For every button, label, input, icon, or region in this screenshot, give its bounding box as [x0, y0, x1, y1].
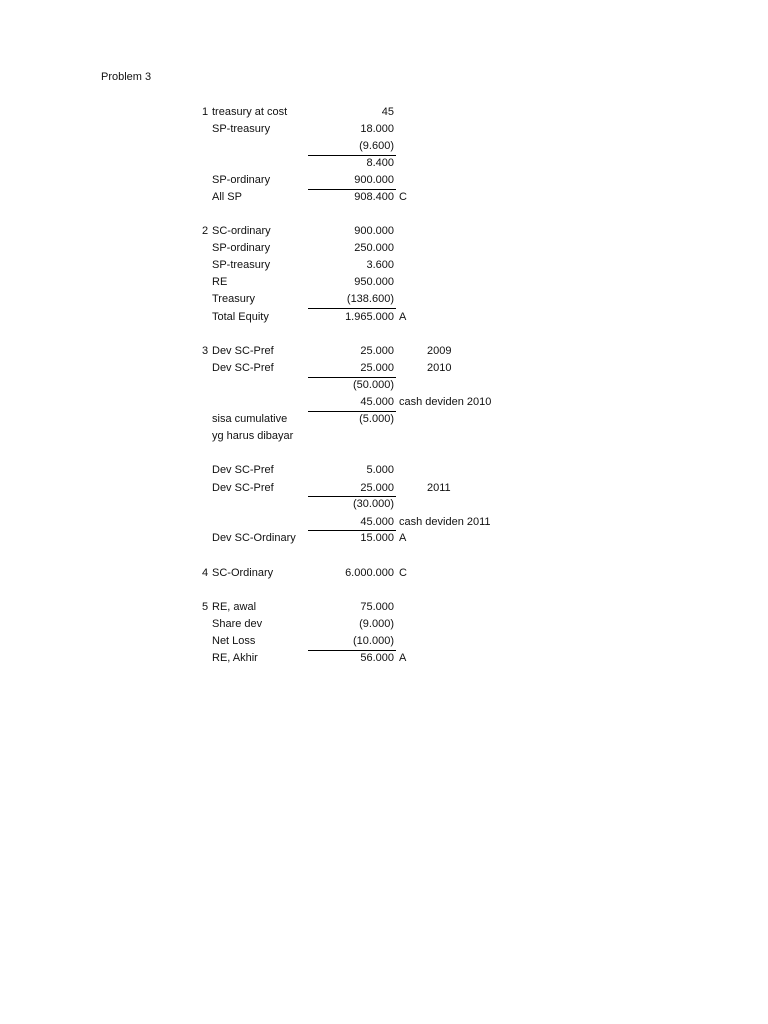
s5-row-2	[0, 616, 768, 633]
row-label: Total Equity	[212, 311, 269, 323]
section-number-4: 4	[202, 567, 209, 579]
answer-letter: C	[399, 567, 407, 579]
s4-row-1	[0, 565, 768, 582]
section-number-5: 5	[202, 601, 209, 613]
row-value: 8.400	[366, 157, 394, 169]
row-label: Dev SC-Pref	[212, 362, 274, 374]
row-value: (50.000)	[353, 379, 394, 391]
answer-letter: A	[399, 532, 407, 544]
row-value: 45.000	[360, 516, 394, 528]
answer-letter: A	[399, 652, 407, 664]
row-value: (10.000)	[353, 635, 394, 647]
s1-row-1	[0, 104, 768, 121]
row-label: Dev SC-Pref	[212, 482, 274, 494]
row-value: 250.000	[354, 242, 394, 254]
s3-row-7	[0, 462, 768, 479]
row-label: Share dev	[212, 618, 263, 630]
s2-row-4	[0, 274, 768, 291]
row-value: 15.000	[360, 532, 394, 544]
row-value: 900.000	[354, 174, 394, 186]
row-label: All SP	[212, 191, 242, 203]
row-label: Net Loss	[212, 635, 256, 647]
row-value: 75.000	[360, 601, 394, 613]
s3-row-2	[0, 360, 768, 377]
s3-row-6	[0, 428, 768, 445]
page-title: Problem 3	[101, 71, 152, 83]
row-value: 950.000	[354, 276, 394, 288]
s2-row-6	[0, 309, 768, 326]
s2-row-5	[0, 291, 768, 308]
s3-row-3	[0, 377, 768, 394]
row-label: SC-Ordinary	[212, 567, 274, 579]
row-value: 900.000	[354, 225, 394, 237]
s1-row-4	[0, 155, 768, 172]
row-value: 25.000	[360, 362, 394, 374]
row-label: RE, awal	[212, 601, 257, 613]
row-value: 1.965.000	[345, 311, 394, 323]
row-year: 2009	[427, 345, 452, 357]
row-label: SP-treasury	[212, 259, 271, 271]
row-label: SP-ordinary	[212, 174, 271, 186]
answer-letter: C	[399, 191, 407, 203]
section-number-2: 2	[202, 225, 209, 237]
row-note: cash deviden 2010	[399, 396, 492, 408]
s3-row-10	[0, 514, 768, 531]
row-label: RE	[212, 276, 228, 288]
row-value: 56.000	[360, 652, 394, 664]
s5-row-4	[0, 650, 768, 667]
row-value: 25.000	[360, 482, 394, 494]
row-value: (9.600)	[359, 140, 394, 152]
row-label: SC-ordinary	[212, 225, 271, 237]
row-label: sisa cumulative	[212, 413, 288, 425]
row-value: (30.000)	[353, 498, 394, 510]
row-note: cash deviden 2011	[399, 516, 491, 528]
section-number-1: 1	[202, 106, 209, 118]
s1-row-6	[0, 189, 768, 206]
s2-row-1	[0, 223, 768, 240]
row-value: 908.400	[354, 191, 394, 203]
s3-row-5	[0, 411, 768, 428]
s1-row-2	[0, 121, 768, 138]
row-label: yg harus dibayar	[212, 430, 294, 442]
s3-row-8	[0, 480, 768, 497]
s5-row-3	[0, 633, 768, 650]
row-label: SP-treasury	[212, 123, 271, 135]
row-value: (5.000)	[359, 413, 394, 425]
s2-row-2	[0, 240, 768, 257]
s3-row-1	[0, 343, 768, 360]
row-label: Treasury	[212, 293, 255, 305]
s3-row-11	[0, 530, 768, 547]
s2-row-3	[0, 257, 768, 274]
s5-row-1	[0, 599, 768, 616]
row-value: 45.000	[360, 396, 394, 408]
row-label: RE, Akhir	[212, 652, 258, 664]
row-value: 5.000	[366, 464, 394, 476]
row-value: 18.000	[360, 123, 394, 135]
s3-row-9	[0, 496, 768, 513]
row-label: Dev SC-Pref	[212, 464, 274, 476]
row-value: 25.000	[360, 345, 394, 357]
row-value: (138.600)	[346, 293, 394, 305]
section-number-3: 3	[202, 345, 209, 357]
row-label: Dev SC-Ordinary	[212, 532, 296, 544]
row-year: 2011	[427, 482, 451, 494]
row-value: 45	[381, 106, 394, 118]
row-year: 2010	[427, 362, 452, 374]
s1-row-3	[0, 138, 768, 155]
answer-letter: A	[399, 311, 407, 323]
row-value: 3.600	[366, 259, 394, 271]
row-label: SP-ordinary	[212, 242, 271, 254]
row-label: Dev SC-Pref	[212, 345, 274, 357]
s3-row-4	[0, 394, 768, 411]
row-value: (9.000)	[359, 618, 394, 630]
row-label: treasury at cost	[212, 106, 288, 118]
s1-row-5	[0, 172, 768, 189]
row-value: 6.000.000	[345, 567, 394, 579]
